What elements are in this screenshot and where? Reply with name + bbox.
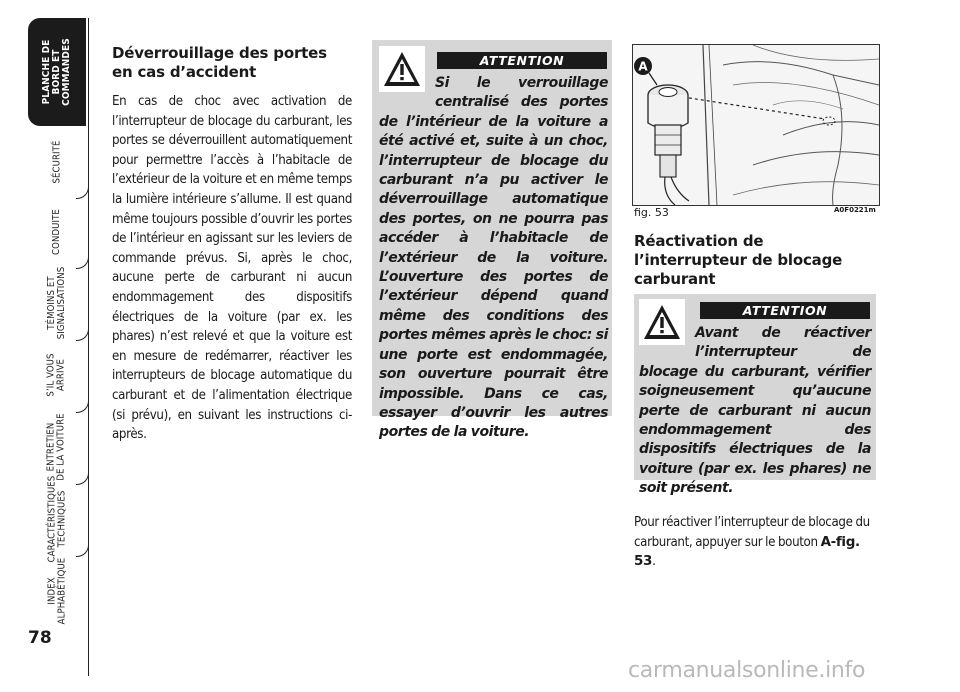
tab-index[interactable] [28, 556, 86, 626]
instruction-end: . [652, 554, 656, 570]
instruction-paragraph [634, 513, 878, 572]
tab-label: CONDUITE [51, 209, 62, 255]
section-title: Déverrouillage des portes en cas d’accident [112, 44, 327, 81]
warning-text: Si le verrouillage centralisé des portes de l’intérieur de la voiture a été activé et, suite à un choc, l’interrupteur de blocage du carburant n’a pu activer le déverrouillage automatique des portes, on ne pourra pas accéder à l’habitacle de l’extérieur de la voiture. L’ouverture des portes de l’extérieur dépend quand même des conditions des portes mêmes après le choc: si une porte est endommagée, son ouverture pourrait être impossible. Dans ce cas, essayer d’ouvrir les autres portes de la voiture. [379, 75, 608, 441]
attention-badge: ATTENTION [437, 52, 607, 69]
tab-strip-line [88, 18, 89, 676]
tab-label: PLANCHE DE BORD ET COMMANDES [41, 38, 72, 106]
attention-badge: ATTENTION [700, 302, 870, 319]
tab-label: S’IL VOUS ARRIVE [46, 353, 67, 397]
tab-label: ENTRETIEN DE LA VOITURE [46, 413, 67, 481]
tab-planche-de-bord[interactable] [28, 18, 86, 126]
tab-label: CARACTÉRISTIQUES TECHNIQUES [46, 475, 68, 563]
warning-box-2 [634, 294, 876, 497]
section-body: En cas de choc avec activation de l’interrupteur de blocage du carburant, les portes se déverrouillent automatiquement pour permettre l’accès à l’habitacle de l’extérieur de la voiture et en même temps la lumière intérieure s’allume. Il est quand même toujours possible d’ouvrir les portes de l’intérieur en agissant sur les leviers de commande prévus. Si, après le choc, aucune perte de carburant ni aucun endommagement des dispositifs électriques de la voiture (par ex. les phares) n’est relevé et que la voiture est en mesure de redémarrer, réactiver les interrupteurs de blocage automatique du carburant et de l’alimentation électrique (si prévu), en suivant les instructions ci-après. [112, 94, 352, 443]
section-title: Réactivation de l’interrupteur de blocage carburant [634, 232, 843, 288]
instruction-block [634, 513, 878, 572]
figure-marker-a: A [638, 59, 648, 74]
tab-label: INDEX ALPHABÉTIQUE [46, 557, 67, 625]
figure-code: A0F0221m [834, 206, 876, 214]
warning-text: Avant de réactiver l’interrupteur de blocage du carburant, vérifier soigneusement qu’aucune perte de carburant ni aucun endommagement des dispositifs électriques de la voiture (par ex. les phares) ne soit présent. [639, 325, 871, 497]
warning-box-1 [372, 40, 612, 441]
section-deverrouillage [112, 44, 352, 445]
instruction-text: Pour réactiver l’interrupteur de blocage du carburant, appuyer sur le bouton [634, 515, 870, 550]
tab-label: SÉCURITÉ [51, 140, 62, 184]
figure-caption: fig. 53 [634, 206, 669, 219]
figure-reference: A-fig. 53 [634, 533, 860, 570]
page-number: 78 [28, 628, 52, 648]
tab-label: TÉMOINS ET SIGNALISATIONS [46, 266, 68, 340]
watermark: carmanualsonline.info [628, 658, 866, 683]
section-reactivation [634, 232, 878, 299]
chapter-tabs [0, 0, 100, 692]
figure-53 [632, 44, 880, 206]
fuel-cutoff-switch-illustration [633, 45, 879, 205]
